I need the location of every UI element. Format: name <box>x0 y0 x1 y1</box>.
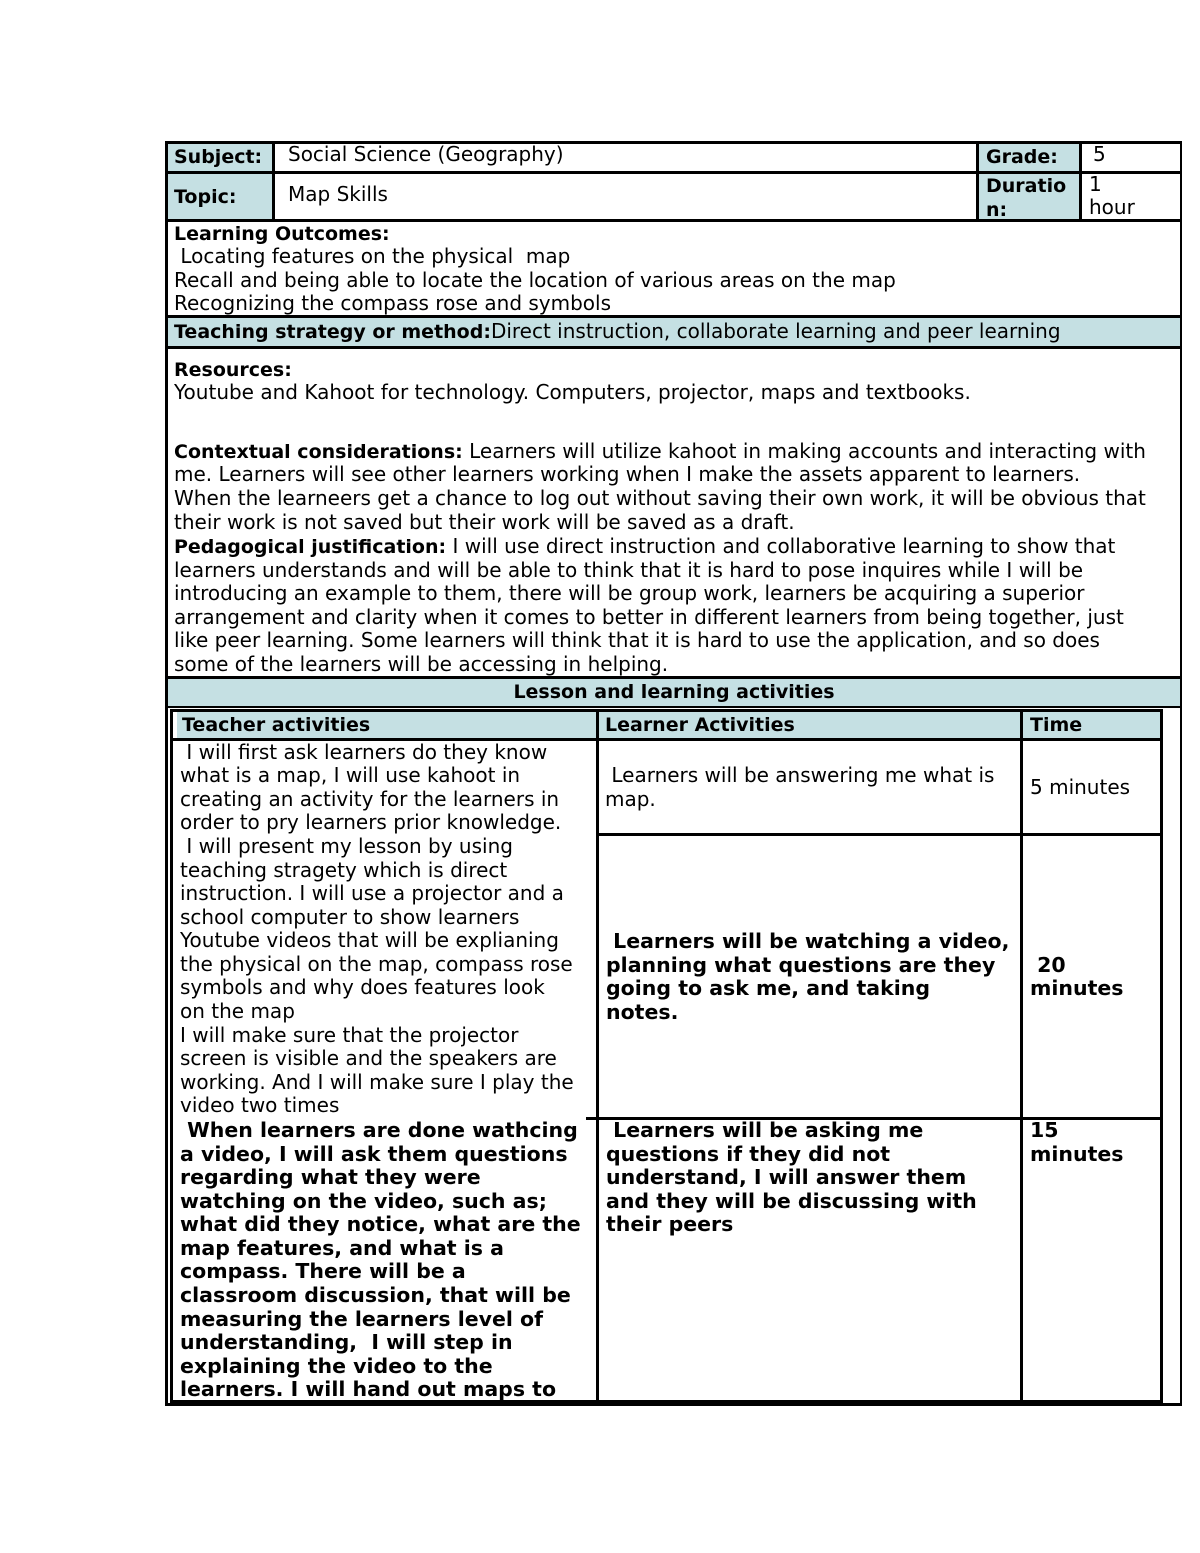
learner-activity-text: notes. <box>606 1000 679 1024</box>
duration-label: n: <box>986 199 1008 221</box>
learner-activity-text: understand, I will answer them <box>606 1165 967 1189</box>
section-divider <box>165 346 1182 349</box>
learner-activity-text: planning what questions are they <box>606 953 996 977</box>
teacher-activity-text: learners. I will hand out maps to <box>180 1377 557 1401</box>
pedagogical-text: introducing an example to them, there will be group work, learners be acquiring a superior <box>174 581 1085 605</box>
grade-label: Grade: <box>986 146 1058 168</box>
duration-value: hour <box>1089 195 1135 219</box>
pedagogical-line <box>174 535 1115 559</box>
teacher-activities-header: Teacher activities <box>182 714 371 736</box>
teacher-activity-text: compass. There will be a <box>180 1259 466 1283</box>
teacher-activity-text: measuring the learners level of <box>180 1307 544 1331</box>
teacher-activity-text: explaining the video to the <box>180 1354 493 1378</box>
teacher-activity-text: symbols and why does features look <box>180 975 545 999</box>
teacher-activity-text: I will make sure that the projector <box>180 1023 519 1047</box>
learner-activities-header: Learner Activities <box>605 714 795 736</box>
activities-col-divider <box>1020 709 1023 1403</box>
resources-value: Youtube and Kahoot for technology. Computers, projector, maps and textbooks. <box>174 380 971 404</box>
contextual-text: me. Learners will see other learners working when I make the assets apparent to learners. <box>174 462 1081 486</box>
teacher-activity-text: video two times <box>180 1093 340 1117</box>
learner-activity-text: their peers <box>606 1212 734 1236</box>
activities-title: Lesson and learning activities <box>513 681 835 703</box>
teacher-activity-text: school computer to show learners <box>180 905 520 929</box>
activities-col-divider <box>596 709 599 1403</box>
teacher-activity-text: what did they notice, what are the <box>180 1212 581 1236</box>
contextual-text: Learners will utilize kahoot in making accounts and interacting with <box>462 439 1146 463</box>
teacher-activity-text: I will first ask learners do they know <box>180 740 548 764</box>
subject-value: Social Science (Geography) <box>288 142 564 166</box>
subject-label: Subject: <box>174 146 263 168</box>
pedagogical-text: I will use direct instruction and collaborative learning to show that <box>446 534 1116 558</box>
teacher-activity-text: I will present my lesson by using <box>180 834 513 858</box>
duration-value: 1 <box>1089 172 1102 196</box>
header-col-divider <box>272 141 275 221</box>
pedagogical-label: Pedagogical justification: <box>174 536 447 558</box>
outcomes-label: Learning Outcomes: <box>174 223 390 245</box>
contextual-line <box>174 440 1146 464</box>
time-value: 5 minutes <box>1030 775 1131 799</box>
teacher-activity-text: map features, and what is a <box>180 1236 504 1260</box>
learner-activity-text: and they will be discussing with <box>606 1189 977 1213</box>
teacher-activity-text: working. And I will make sure I play the <box>180 1070 574 1094</box>
teacher-activity-text: what is a map, I will use kahoot in <box>180 763 521 787</box>
outcome-item: Recall and being able to locate the location of various areas on the map <box>174 268 896 292</box>
teacher-activity-text: teaching stragety which is direct <box>180 858 508 882</box>
grade-value: 5 <box>1093 142 1106 166</box>
teacher-activity-text: regarding what they were <box>180 1165 481 1189</box>
time-value: minutes <box>1030 976 1124 1000</box>
header-col-divider <box>1079 141 1082 221</box>
section-divider <box>165 706 1182 708</box>
strategy-label: Teaching strategy or method: <box>174 321 491 343</box>
learner-activity-text: questions if they did not <box>606 1142 891 1166</box>
teacher-activity-text: the physical on the map, compass rose <box>180 952 573 976</box>
pedagogical-text: arrangement and clarity when it comes to better in different learners from being together, just <box>174 605 1124 629</box>
topic-label: Topic: <box>174 186 237 208</box>
teacher-activity-text: a video, I will ask them questions <box>180 1142 568 1166</box>
time-value: minutes <box>1030 1142 1124 1166</box>
teacher-activity-text: creating an activity for the learners in <box>180 787 560 811</box>
contextual-text: When the learneers get a chance to log out without saving their own work, it will be obvious that <box>174 486 1146 510</box>
pedagogical-text: some of the learners will be accessing in helping. <box>174 652 669 676</box>
strategy-line <box>174 320 1061 344</box>
duration-label: Duratio <box>986 175 1067 197</box>
pedagogical-text: like peer learning. Some learners will think that it is hard to use the application, and so does <box>174 628 1100 652</box>
teacher-activity-text: order to pry learners prior knowledge. <box>180 810 562 834</box>
resources-label: Resources: <box>174 359 292 381</box>
teacher-activity-text: watching on the video, such as; <box>180 1189 547 1213</box>
learner-activity-text: Learners will be asking me <box>606 1118 924 1142</box>
teacher-activity-text: instruction. I will use a projector and a <box>180 881 564 905</box>
learner-activity-text: going to ask me, and taking <box>606 976 931 1000</box>
contextual-text: their work is not saved but their work will be saved as a draft. <box>174 510 795 534</box>
row-divider <box>599 833 1163 836</box>
time-value: 15 <box>1030 1118 1059 1142</box>
contextual-label: Contextual considerations: <box>174 441 463 463</box>
outcome-item: Locating features on the physical map <box>174 244 571 268</box>
time-value: 20 <box>1030 953 1066 977</box>
teacher-activity-text: understanding, I will step in <box>180 1330 513 1354</box>
learner-activity-text: map. <box>605 787 656 811</box>
header-bottom-border <box>165 219 1182 222</box>
teacher-activity-text: Youtube videos that will be explianing <box>180 928 559 952</box>
learner-activity-text: Learners will be watching a video, <box>606 929 1010 953</box>
teacher-activity-text: When learners are done wathcing <box>180 1118 578 1142</box>
teacher-activity-text: on the map <box>180 999 295 1023</box>
outcome-item: Recognizing the compass rose and symbols <box>174 291 612 315</box>
learner-activity-text: Learners will be answering me what is <box>605 763 995 787</box>
teacher-activity-text: classroom discussion, that will be <box>180 1283 571 1307</box>
topic-value: Map Skills <box>288 182 388 206</box>
time-header: Time <box>1030 714 1083 736</box>
strategy-value: Direct instruction, collaborate learning and peer learning <box>490 319 1061 343</box>
pedagogical-text: learners understands and will be able to think that it is hard to pose inquires while I will be <box>174 558 1084 582</box>
teacher-activity-text: screen is visible and the speakers are <box>180 1046 557 1070</box>
